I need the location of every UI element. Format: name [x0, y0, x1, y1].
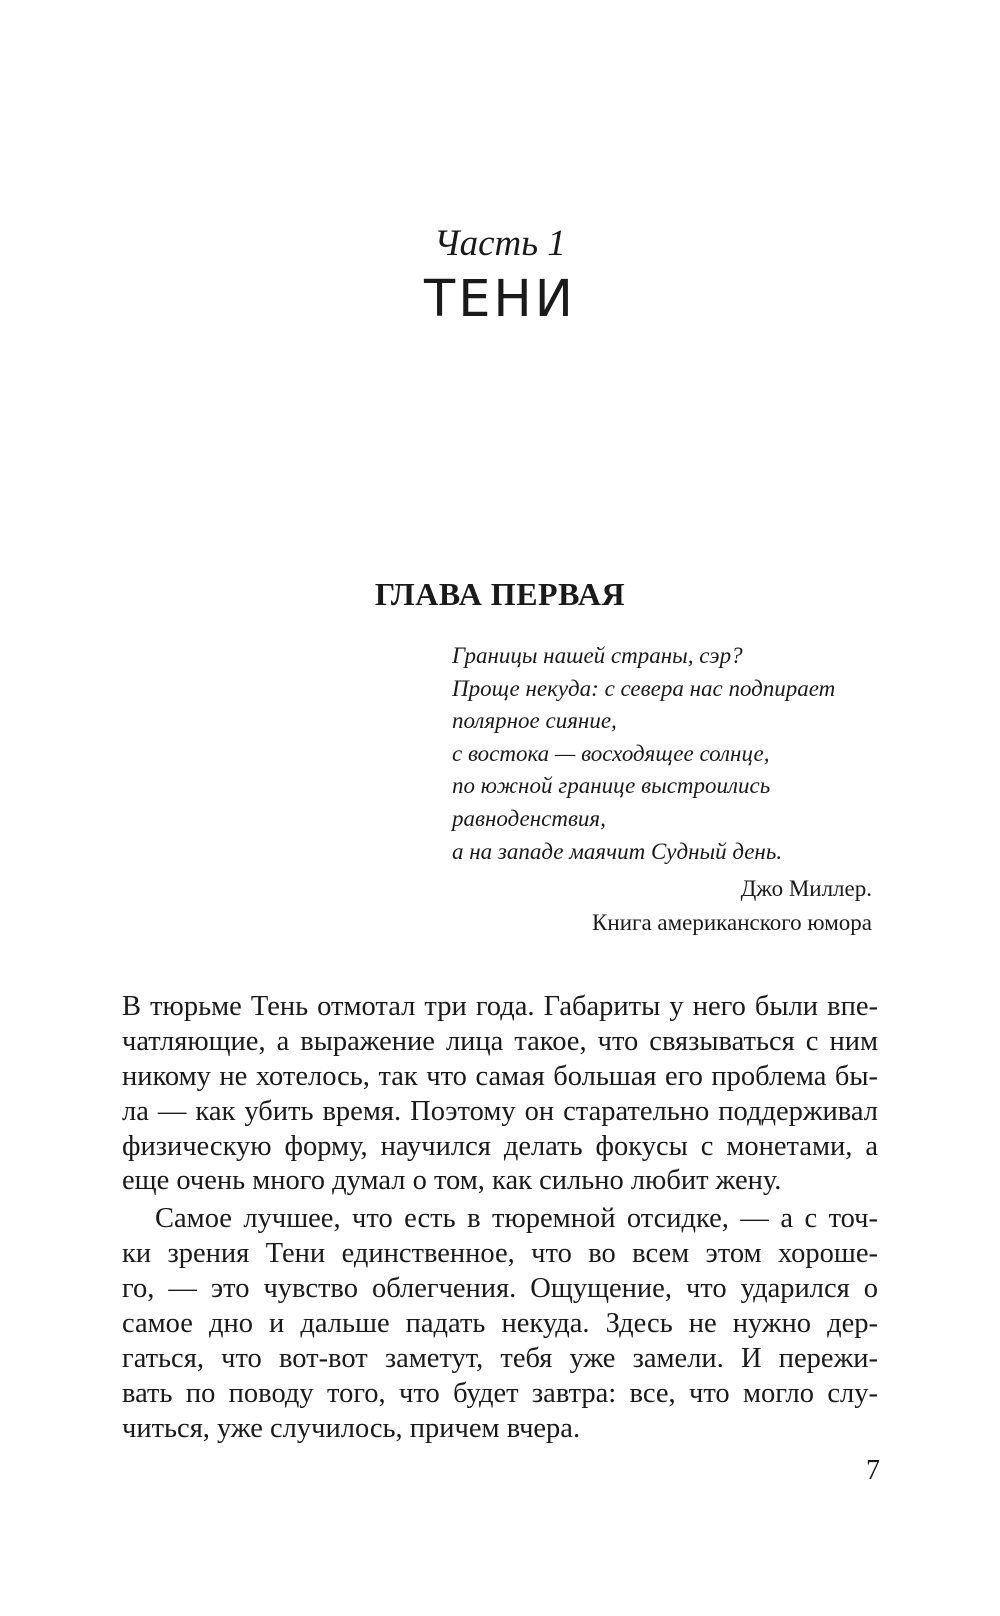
- text-line: еще очень много думал о том, как сильно любит жену.: [122, 1165, 782, 1197]
- epigraph-line: полярное сияние,: [452, 708, 617, 734]
- epigraph-line: а на западе маячит Судный день.: [452, 838, 783, 864]
- text-line: вать по поводу того, что будет завтра: все, что могло слу-: [122, 1377, 878, 1409]
- epigraph-line: Границы нашей страны, сэр?: [452, 643, 743, 668]
- part-label: Часть 1: [434, 223, 566, 264]
- body-text: [122, 990, 878, 1447]
- chapter-title: ГЛАВА ПЕРВАЯ: [374, 576, 626, 612]
- epigraph-line: по южной границе выстроились: [452, 773, 771, 799]
- text-line: Самое лучшее, что есть в тюремной отсидке, — а с точ-: [155, 1203, 878, 1235]
- paragraph: [122, 1202, 878, 1446]
- text-line: ки зрения Тени единственное, что во всем этом хороше-: [122, 1238, 878, 1270]
- epigraph-line: Проще некуда: с севера нас подпирает: [452, 675, 836, 701]
- text-line: гаться, что вот-вот заметут, тебя уже замели. И пережи-: [122, 1342, 878, 1374]
- text-line: читься, уже случилось, причем вчера.: [122, 1412, 581, 1444]
- epigraph-line: с востока — восходящее солнце,: [452, 740, 770, 766]
- epigraph-attribution-source: Книга американского юмора: [592, 910, 872, 936]
- text-line: го, — это чувство облегчения. Ощущение, что ударился о: [122, 1273, 878, 1305]
- text-line: чатляющие, а выражение лица такое, что связываться с ним: [122, 1025, 878, 1057]
- paragraph: [122, 990, 878, 1199]
- text-line: В тюрьме Тень отмотал три года. Габариты у него были впе-: [122, 991, 878, 1022]
- text-line: ла — как убить время. Поэтому он старательно поддерживал: [122, 1095, 878, 1127]
- text-line: никому не хотелось, так что самая большая его проблема бы-: [122, 1060, 878, 1092]
- epigraph: [452, 640, 872, 940]
- text-line: физическую форму, научился делать фокусы с монетами, а: [122, 1130, 878, 1162]
- text-line: самое дно и дальше падать некуда. Здесь не нужно дер-: [122, 1308, 878, 1340]
- part-title: ТЕНИ: [424, 270, 576, 329]
- page-number: 7: [866, 1455, 880, 1486]
- epigraph-line: равноденствия,: [452, 805, 606, 831]
- epigraph-attribution-author: Джо Миллер.: [740, 876, 872, 902]
